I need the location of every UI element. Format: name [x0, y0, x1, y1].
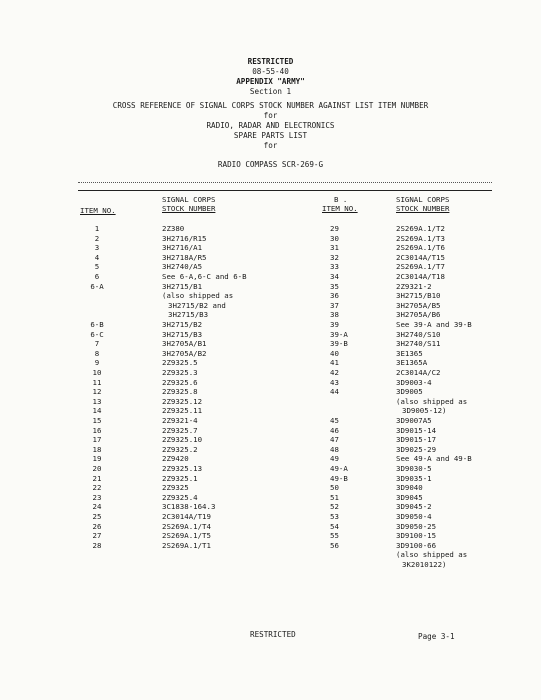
- item-number: 22: [92, 483, 102, 493]
- left-item-header: ITEM NO.: [80, 206, 116, 215]
- right-stock-header-line1: SIGNAL CORPS: [396, 195, 450, 204]
- item-number: 44: [330, 387, 339, 397]
- item-number: 39: [330, 320, 339, 329]
- stock-number: 3D9045-2: [396, 502, 432, 512]
- item-number: 4: [94, 252, 100, 262]
- stock-number: 2Z9325.10: [162, 435, 203, 445]
- stock-number: 2S269A.1/T1: [162, 540, 211, 550]
- item-number: 19: [92, 454, 102, 464]
- item-number: 27: [92, 531, 102, 541]
- stock-number: See 6-A,6-C and 6-B: [162, 272, 247, 281]
- stock-number: 2Z9325.6: [162, 377, 198, 387]
- stock-number: 3D9045: [396, 492, 423, 502]
- stock-number: 3D9050-25: [396, 521, 437, 531]
- stock-number: 3H2740/S10: [396, 329, 441, 339]
- item-number: 2: [94, 233, 100, 243]
- item-number: 49-A: [330, 464, 348, 473]
- item-number: 51: [330, 492, 339, 502]
- right-item-header-line1: B .: [334, 195, 348, 204]
- item-number: 38: [330, 310, 339, 320]
- stock-number: 3E1365: [396, 348, 423, 358]
- stock-number: 2Z9325.13: [162, 464, 203, 473]
- restricted-marking-top: RESTRICTED: [247, 57, 294, 66]
- restricted-marking-bottom: RESTRICTED: [250, 630, 296, 639]
- stock-number: 3H2715/B2: [162, 320, 203, 329]
- item-number: 31: [330, 243, 339, 253]
- item-number: 37: [330, 300, 339, 310]
- item-number: 15: [92, 416, 102, 425]
- stock-number: 3H2740/S11: [396, 339, 441, 349]
- item-number: 47: [330, 435, 339, 445]
- stock-number: See 49-A and 49-B: [396, 454, 472, 464]
- stock-number: 2Z9325.3: [162, 368, 198, 377]
- item-number: 26: [92, 521, 102, 531]
- title-list-name: SPARE PARTS LIST: [233, 131, 308, 140]
- item-number: 36: [330, 291, 339, 301]
- item-number: 33: [330, 262, 339, 272]
- item-number: 53: [330, 512, 339, 521]
- stock-number: 2Z9321-4: [162, 416, 198, 425]
- stock-number: 3D9035-1: [396, 473, 432, 483]
- stock-number: 3D9015-14: [396, 425, 437, 435]
- stock-number: 3H2718A/R5: [162, 252, 207, 262]
- stock-number: 3D9005-12): [402, 406, 447, 416]
- item-number: 29: [330, 224, 339, 233]
- stock-number: 3H2715/B2 and: [168, 300, 226, 310]
- item-number: 43: [330, 377, 339, 387]
- item-number: 50: [330, 483, 339, 493]
- appendix-heading: APPENDIX "ARMY": [236, 77, 305, 86]
- stock-number: 3H2716/A1: [162, 243, 203, 253]
- stock-number: 2Z9325.4: [162, 492, 198, 502]
- item-number: 16: [92, 425, 102, 435]
- section-heading: Section 1: [249, 87, 292, 96]
- stock-number: 2S269A.1/T6: [396, 243, 445, 253]
- item-number: 25: [92, 512, 102, 521]
- document-number: 08-55-40: [252, 67, 289, 76]
- item-number: 45: [330, 416, 339, 425]
- item-number: 39-B: [330, 339, 348, 349]
- document-title: CROSS REFERENCE OF SIGNAL CORPS STOCK NUMBER AGAINST LIST ITEM NUMBER: [112, 101, 429, 110]
- item-number: 5: [94, 262, 100, 272]
- item-number: 8: [94, 348, 100, 358]
- left-stock-header-line2: STOCK NUMBER: [162, 204, 216, 213]
- item-number: 42: [330, 368, 339, 377]
- item-number: 10: [92, 368, 102, 377]
- item-number: 24: [92, 502, 102, 512]
- table-top-rule: [78, 190, 492, 191]
- stock-number: 3H2740/A5: [162, 262, 203, 272]
- item-number: 28: [92, 540, 102, 550]
- stock-number: 2Z9325.11: [162, 406, 203, 416]
- stock-number: 2C3014A/T19: [162, 512, 211, 521]
- item-number: 14: [92, 406, 102, 416]
- item-number: 6-B: [90, 320, 104, 329]
- stock-number: (also shipped as: [396, 396, 468, 406]
- stock-number: 2Z9325.5: [162, 358, 198, 368]
- item-number: 49: [330, 454, 339, 464]
- item-number: 32: [330, 252, 339, 262]
- stock-number: 3H2716/R15: [162, 233, 207, 243]
- title-category: RADIO, RADAR AND ELECTRONICS: [206, 121, 335, 130]
- right-stock-header-line2: STOCK NUMBER: [396, 204, 450, 213]
- stock-number: 2Z9325.7: [162, 425, 198, 435]
- item-number: 40: [330, 348, 339, 358]
- stock-number: 2Z9325.12: [162, 396, 203, 406]
- item-number: 21: [92, 473, 102, 483]
- item-number: 54: [330, 521, 339, 531]
- stock-number: 3E1365A: [396, 358, 428, 368]
- stock-number: 3H2705A/B1: [162, 339, 207, 349]
- stock-number: 3D9050-4: [396, 512, 432, 521]
- stock-number: 2Z9325.8: [162, 387, 198, 397]
- item-number: 17: [92, 435, 102, 445]
- item-number: 55: [330, 531, 339, 541]
- stock-number: 2C3014A/C2: [396, 368, 441, 377]
- right-item-header-line2: ITEM NO.: [322, 204, 358, 213]
- item-number: 48: [330, 444, 339, 454]
- item-number: 39-A: [330, 329, 348, 339]
- stock-number: 2S269A.1/T3: [396, 233, 445, 243]
- stock-number: 3D9030-5: [396, 464, 432, 473]
- item-number: 6-A: [90, 281, 104, 291]
- stock-number: 3H2715/B10: [396, 291, 441, 301]
- stock-number: 2S269A.1/T5: [162, 531, 211, 541]
- stock-number: 3D9100-15: [396, 531, 437, 541]
- item-number: 7: [94, 339, 100, 349]
- stock-number: 3C1838-164.3: [162, 502, 216, 512]
- title-for-2: for: [263, 141, 278, 150]
- item-number: 12: [92, 387, 102, 397]
- item-number: 35: [330, 281, 339, 291]
- stock-number: 3H2705A/B6: [396, 310, 441, 320]
- stock-number: 2Z380: [162, 224, 185, 233]
- dotted-separator: [78, 182, 492, 183]
- stock-number: 3H2715/B1: [162, 281, 203, 291]
- item-number: 1: [94, 224, 100, 233]
- page-number: Page 3-1: [418, 632, 455, 641]
- stock-number: 2Z9420: [162, 454, 189, 464]
- item-number: 23: [92, 492, 102, 502]
- title-for-1: for: [263, 111, 278, 120]
- stock-number: 2C3014A/T18: [396, 272, 445, 281]
- item-number: 34: [330, 272, 339, 281]
- item-number: 6: [94, 272, 100, 281]
- stock-number: 2Z9325.2: [162, 444, 198, 454]
- item-number: 9: [94, 358, 100, 368]
- stock-number: 2Z9325: [162, 483, 189, 493]
- stock-number: 3D9005: [396, 387, 423, 397]
- stock-number: 3H2705A/B2: [162, 348, 207, 358]
- item-number: 30: [330, 233, 339, 243]
- stock-number: 2S269A.1/T7: [396, 262, 445, 272]
- stock-number: See 39-A and 39-B: [396, 320, 472, 329]
- stock-number: (also shipped as: [162, 291, 234, 301]
- stock-number: 3D9007A5: [396, 416, 432, 425]
- stock-number: 3D9040: [396, 483, 423, 493]
- item-number: 56: [330, 540, 339, 550]
- stock-number: 3D9100-66: [396, 540, 437, 550]
- stock-number: 3K2010122): [402, 560, 447, 569]
- stock-number: 3D9003-4: [396, 377, 432, 387]
- item-number: 3: [94, 243, 100, 253]
- item-number: 49-B: [330, 473, 348, 483]
- item-number: 52: [330, 502, 339, 512]
- stock-number: 2Z9321-2: [396, 281, 432, 291]
- stock-number: 3H2705A/B5: [396, 300, 441, 310]
- item-number: 11: [92, 377, 102, 387]
- left-stock-header-line1: SIGNAL CORPS: [162, 195, 216, 204]
- item-number: 41: [330, 358, 339, 368]
- stock-number: 3D9025-29: [396, 444, 437, 454]
- item-number: 20: [92, 464, 102, 473]
- item-number: 18: [92, 444, 102, 454]
- stock-number: 2C3014A/T15: [396, 252, 445, 262]
- item-number: 6-C: [90, 329, 104, 339]
- stock-number: 2Z9325.1: [162, 473, 198, 483]
- stock-number: (also shipped as: [396, 550, 468, 560]
- equipment-name: RADIO COMPASS SCR-269-G: [217, 160, 324, 169]
- item-number: 46: [330, 425, 339, 435]
- item-number: 13: [92, 396, 102, 406]
- stock-number: 2S269A.1/T4: [162, 521, 211, 531]
- stock-number: 3H2715/B3: [162, 329, 203, 339]
- stock-number: 2S269A.1/T2: [396, 224, 445, 233]
- stock-number: 3D9015-17: [396, 435, 437, 445]
- stock-number: 3H2715/B3: [168, 310, 209, 320]
